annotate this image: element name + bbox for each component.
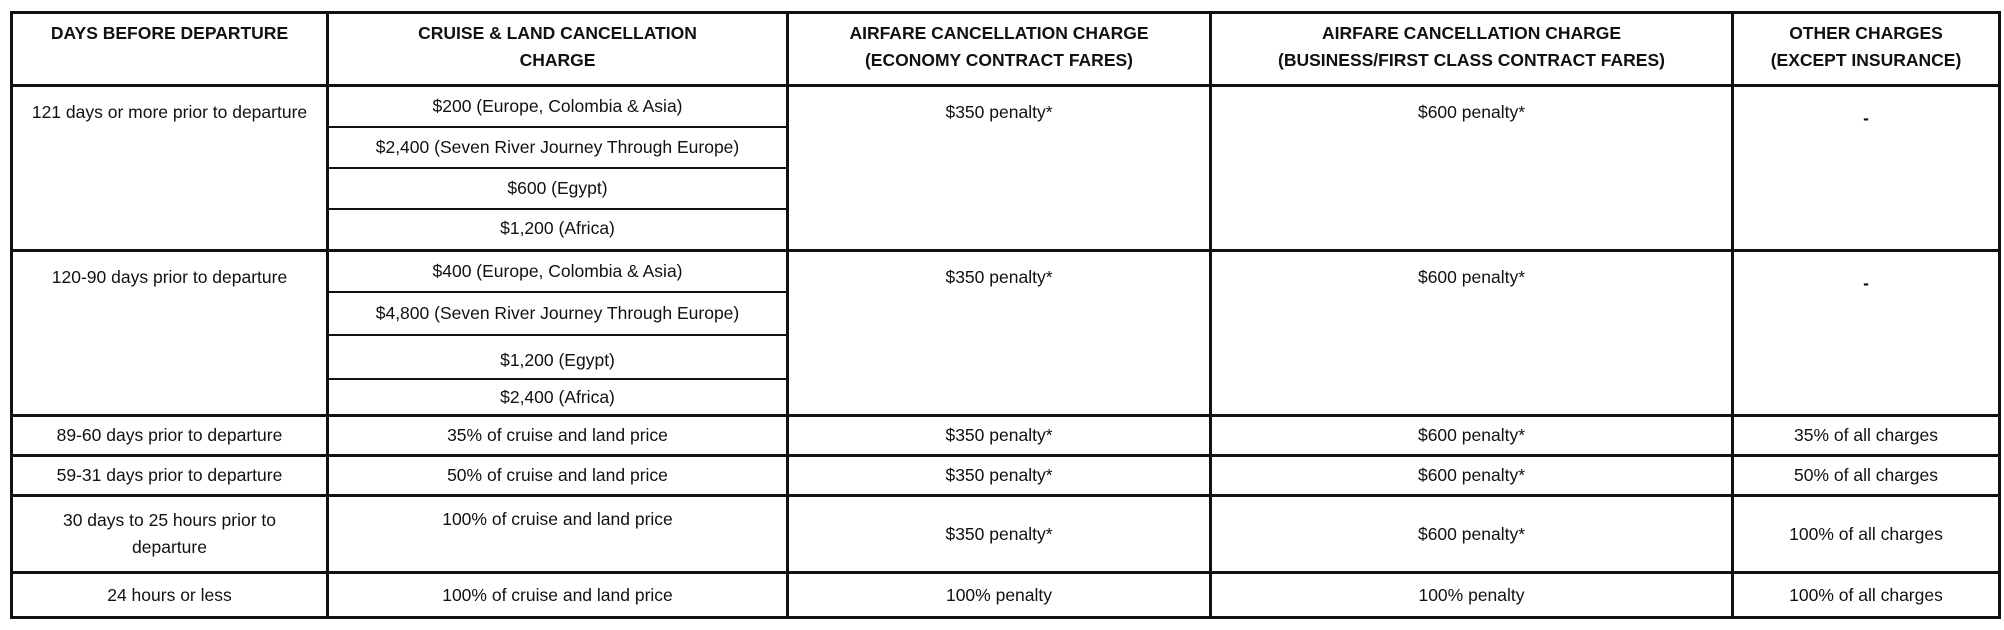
business-cell: $600 penalty*: [1211, 251, 1733, 416]
other-cell: -: [1733, 251, 2000, 416]
other-cell: 100% of all charges: [1733, 573, 2000, 618]
days-cell: 120-90 days prior to departure: [12, 251, 328, 416]
economy-cell: $350 penalty*: [788, 496, 1211, 573]
days-cell: 121 days or more prior to departure: [12, 86, 328, 251]
business-cell: $600 penalty*: [1211, 416, 1733, 456]
table-row-24-hours: [12, 573, 2000, 618]
table-row-121-days: [12, 86, 2000, 251]
other-cell: 100% of all charges: [1733, 496, 2000, 573]
other-cell: -: [1733, 86, 2000, 251]
economy-cell: $350 penalty*: [788, 86, 1211, 251]
cruise-cell: 35% of cruise and land price: [328, 416, 788, 456]
days-cell: 89-60 days prior to departure: [12, 416, 328, 456]
economy-cell: $350 penalty*: [788, 416, 1211, 456]
cruise-cell: [328, 251, 788, 416]
business-cell: $600 penalty*: [1211, 496, 1733, 573]
days-cell: 59-31 days prior to departure: [12, 456, 328, 496]
cruise-subrow: $2,400 (Seven River Journey Through Europe): [329, 128, 786, 169]
table-row-89-60-days: [12, 416, 2000, 456]
other-cell: 50% of all charges: [1733, 456, 2000, 496]
cruise-subrow: $400 (Europe, Colombia & Asia): [329, 252, 786, 293]
days-cell: 30 days to 25 hours prior to departure: [12, 496, 328, 573]
cruise-subrow: $600 (Egypt): [329, 169, 786, 210]
header-airfare-business: AIRFARE CANCELLATION CHARGE (BUSINESS/FIRST CLASS CONTRACT FARES): [1211, 13, 1733, 86]
cruise-cell: 100% of cruise and land price: [328, 573, 788, 618]
cruise-subrow: $1,200 (Africa): [500, 217, 615, 238]
cancellation-charges-table: [10, 11, 2001, 619]
table-row-120-90-days: [12, 251, 2000, 416]
other-cell: 35% of all charges: [1733, 416, 2000, 456]
economy-cell: $350 penalty*: [788, 456, 1211, 496]
days-cell: 24 hours or less: [12, 573, 328, 618]
table-header-row: [12, 13, 2000, 86]
cruise-cell: 100% of cruise and land price: [328, 496, 788, 573]
cruise-cell: [328, 86, 788, 251]
business-cell: 100% penalty: [1211, 573, 1733, 618]
economy-cell: 100% penalty: [788, 573, 1211, 618]
table-row-59-31-days: [12, 456, 2000, 496]
business-cell: $600 penalty*: [1211, 456, 1733, 496]
header-days-before-departure: DAYS BEFORE DEPARTURE: [12, 13, 328, 86]
header-other-charges: OTHER CHARGES (EXCEPT INSURANCE): [1733, 13, 2000, 86]
economy-cell: $350 penalty*: [788, 251, 1211, 416]
header-airfare-economy: AIRFARE CANCELLATION CHARGE (ECONOMY CONTRACT FARES): [788, 13, 1211, 86]
cruise-subrow: $1,200 (Egypt): [329, 336, 786, 380]
cruise-subrow: $2,400 (Africa): [500, 386, 615, 407]
business-cell: $600 penalty*: [1211, 86, 1733, 251]
cruise-subrow: $4,800 (Seven River Journey Through Europe): [329, 293, 786, 336]
table-row-30-days-25-hours: [12, 496, 2000, 573]
cruise-cell: 50% of cruise and land price: [328, 456, 788, 496]
cruise-subrow: $200 (Europe, Colombia & Asia): [329, 87, 786, 128]
header-cruise-land-charge: CRUISE & LAND CANCELLATION CHARGE: [328, 13, 788, 86]
cancellation-table-container: [10, 11, 1998, 616]
